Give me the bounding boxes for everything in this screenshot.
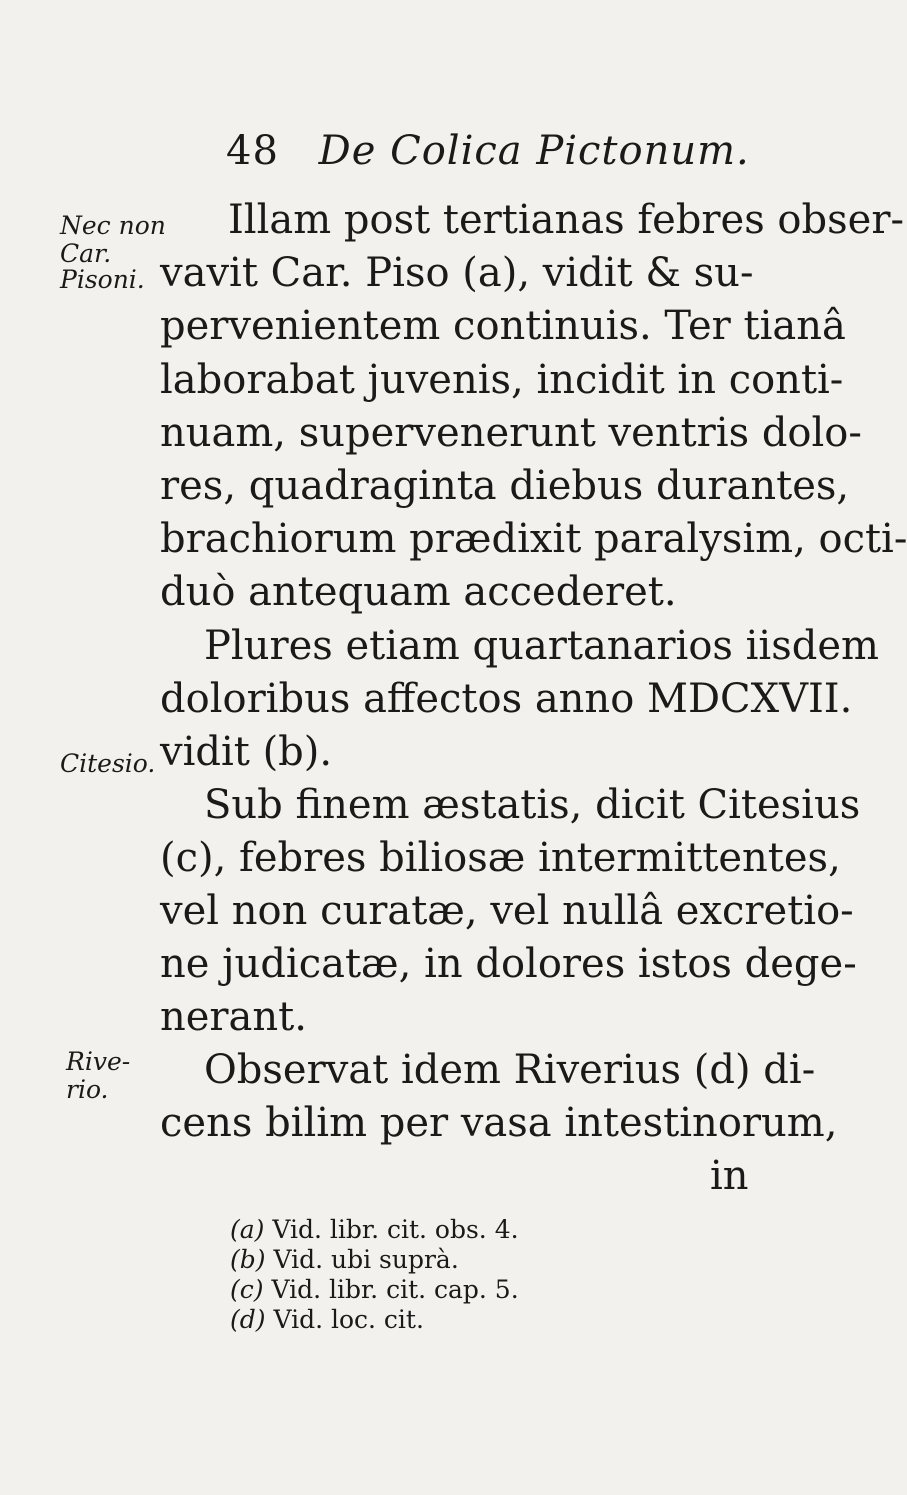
footnote-mark: (d) [230,1305,266,1334]
text-line: cens bilim per vasa intestinorum, [160,1100,838,1146]
margin-note-nec-non: Nec non [60,211,166,240]
text-line: (c), febres biliosæ intermittentes, [160,835,841,881]
text-line: duò antequam accederet. [160,569,677,615]
text-line: vel non curatæ, vel nullâ excretio- [160,888,854,934]
footnote-mark: (b) [230,1245,266,1274]
margin-note-pisoni: Pisoni. [60,265,145,294]
footnote [230,1305,424,1335]
margin-note-rive: Rive- [66,1047,131,1076]
footnote-mark: (c) [230,1275,264,1304]
footnote-text: Vid. libr. cit. cap. 5. [271,1275,519,1304]
footnote [230,1215,519,1245]
running-head [226,128,750,174]
footnote-text: Vid. libr. cit. obs. 4. [272,1215,519,1244]
text-line: res, quadraginta diebus durantes, [160,463,850,509]
catchword: in [710,1153,749,1199]
text-line: brachiorum prædixit paralysim, octi- [160,516,907,562]
text-line: Plures etiam quartanarios iisdem [204,623,879,669]
text-line: vavit Car. Piso (a), vidit & su- [160,250,754,296]
text-line: nerant. [160,994,307,1040]
text-line: nuam, supervenerunt ventris dolo- [160,410,862,456]
footnote-text: Vid. ubi suprà. [273,1245,459,1274]
text-line: laborabat juvenis, incidit in conti- [160,357,844,403]
text-line: Illam post tertianas febres obser- [228,197,904,243]
footnote [230,1275,519,1305]
text-line: ne judicatæ, in dolores istos dege- [160,941,857,987]
footnote [230,1245,459,1275]
text-line: Observat idem Riverius (d) di- [204,1047,816,1093]
page-title: De Colica Pictonum. [318,128,750,174]
margin-note-citesio: Citesio. [60,749,156,778]
footnote-text: Vid. loc. cit. [273,1305,424,1334]
text-line: doloribus affectos anno MDCXVII. [160,676,853,722]
margin-note-car: Car. [60,239,112,268]
footnote-mark: (a) [230,1215,265,1244]
text-line: vidit (b). [160,729,333,775]
text-line: Sub finem æstatis, dicit Citesius [204,782,861,828]
page-number: 48 [226,128,279,174]
margin-note-rio: rio. [66,1075,109,1104]
text-line: pervenientem continuis. Ter tianâ [160,303,846,349]
